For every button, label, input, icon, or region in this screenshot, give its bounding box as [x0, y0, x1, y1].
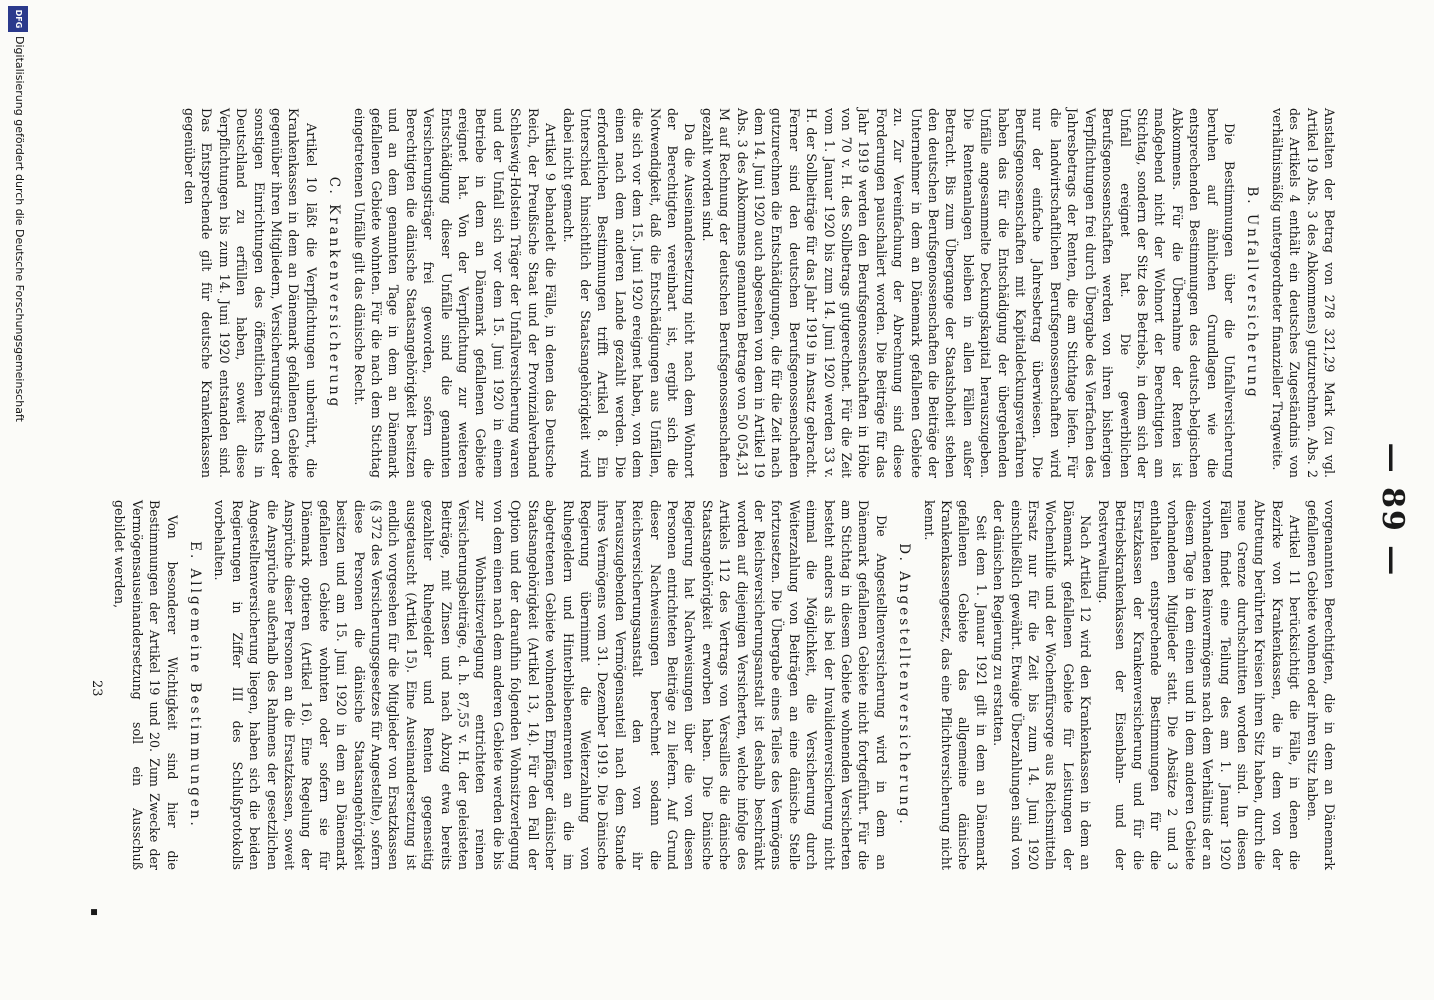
- left-text-column: [181, 108, 1338, 478]
- digitization-credit: Digitalisierung gefördert durch die Deutsche Forschungsgemeinschaft: [13, 36, 26, 422]
- right-paragraph: Seit dem 1. Januar 1921 gilt in dem an Dänemark gefallenen Gebiete das allgemeine dänische Krankenkassengesetz, das eine Pflichtversicherung nicht kennt.: [921, 500, 989, 870]
- section-d-heading: D. Angestelltenversicherung.: [896, 543, 913, 827]
- digitization-footer: [6, 0, 32, 1000]
- section-e-heading: E. Allgemeine Bestimmungen.: [187, 541, 203, 829]
- right-paragraph: Nach Artikel 12 wird den Krankenkassen in dem an Dänemark gefallenen Gebiete für Leistungen der Wochenhilfe und der Wochenfürsorge aus Reichsmitteln Ersatz nur für die Zeit bis zum 14. Juni 1920 einschließlich gewährt. Etwaige Überzahlungen sind von der dänischen Regierung zu erstatten.: [991, 500, 1094, 870]
- section-b-heading: B. Unfallversicherung: [1244, 186, 1261, 400]
- corner-mark: ▪: [88, 908, 102, 917]
- page-header-marker: — 89 —: [1375, 442, 1410, 578]
- section-b-paragraph: Die Bestimmungen über die Unfallversicherung beruhen auf ähnlichen Grundlagen wie die entsprechenden Bestimmungen des deutsch-belgischen Abkommens. Für die Übernahme der Renten ist maßgebend nicht der Wohnort der Berechtigten am Stichtag, sondern der Sitz des Betriebs, in dem sich der Unfall ereignet hat. Die gewerblichen Berufsgenossenschaften werden von ihren bisherigen Verpflichtungen frei durch Übergabe des Vierfachen des Jahresbetrags der Renten, die am Stichtage liefen. Für die landwirtschaftlichen Berufsgenossenschaften wird nur der einfache Jahresbetrag überwiesen. Die Berufsgenossenschaften mit Kapitaldeckungsverfahren haben das für die Entschädigung der übergehenden Unfälle angesammelte Deckungskapital herauszugeben. Die Rentenanlagen bleiben in allen Fällen außer Betracht. Bis zum Übergange der Staatshoheit stehen den deutschen Berufsgenossenschaften die Beiträge der Unternehmer in dem an Dänemark gefallenen Gebiete zu. Zur Vereinfachung der Abrechnung sind diese Forderungen pauschaliert worden. Die Beiträge für das Jahr 1919 werden den Berufsgenossenschaften in Höhe von 70 v. H. des Sollbetrags gutgerechnet. Für die Zeit vom 1. Januar 1920 bis zum 14. Juni 1920 werden 33 v. H. der Sollbeiträge für das Jahr 1919 in Ansatz gebracht. Ferner sind den deutschen Berufsgenossenschaften gutzurechnen die Entschädigungen, die für die Zeit nach dem 14. Juni 1920 auch abgesehen von dem in Artikel 19 Abs. 3 des Abkommens genannten Betrage von 50 054,31 M auf Rechnung der deutschen Berufsgenossenschaften gezahlt worden sind.: [699, 108, 1237, 478]
- dfg-logo-icon: DFG: [8, 6, 28, 32]
- section-c-heading: C. Krankenversicherung: [326, 176, 343, 410]
- page-number: 23: [89, 680, 104, 697]
- left-intro-paragraph: Anstalten der Betrag von 278 321,29 Mark (zu vgl. Artikel 19 Abs. 3 des Abkommens) gutzurechnen. Abs. 2 des Artikels 4 enthält ein deutsches Zugeständnis von verhältnismäßig untergeordneter finanzieller Tragweite.: [1269, 108, 1337, 478]
- right-paragraph: Artikel 11 berücksichtigt die Fälle, in denen die Bezirke von Krankenkassen, die in dem von der Abtretung berührten Kreisen ihren Sitz haben, durch die neue Grenze durchschnitten worden sind. In diesen Fällen findet eine Teilung des am 1. Januar 1920 vorhandenen Reinvermögens nach dem Verhältnis der an diesem Tage in dem einen und in dem anderen Gebiete vorhandenen Mitglieder statt. Die Absätze 2 und 3 enthalten entsprechende Bestimmungen für die Ersatzkassen der Krankenversicherung und für die Betriebskrankenkassen der Eisenbahn- und der Postverwaltung.: [1095, 500, 1303, 870]
- section-c-paragraph: Artikel 10 läßt die Verpflichtungen unberührt, die Krankenkassen in dem an Dänemark gefallenen Gebiete gegenüber ihren Mitgliedern, Versicherungsträgern oder sonstigen Einrichtungen des öffentlichen Rechts in Deutschland zu erfüllen haben, soweit diese Verpflichtungen bis zum 14. Juni 1920 entstanden sind. Das Entsprechende gilt für deutsche Krankenkassen gegenüber den: [182, 108, 319, 478]
- section-d-paragraph: Die Angestelltenversicherung wird in dem an Dänemark gefallenen Gebiete nicht fortgeführt. Für die am Stichtag in diesem Gebiete wohnenden Versicherten besteht anders als bei der Invalidenversicherung nicht einmal die Möglichkeit, die Versicherung durch Weiterzahlung von Beiträgen an eine dänische Stelle fortzusetzen. Die Übergabe eines Teiles des Vermögens der Reichsversicherungsanstalt ist deshalb beschränkt worden auf diejenigen Versicherten, welche infolge des Artikels 112 des Vertrags von Versailles die dänische Staatsangehörigkeit erworben haben. Die Dänische Regierung hat Nachweisungen über die von diesen Personen entrichteten Beiträge zu liefern. Auf Grund dieser Nachweisungen berechnet sodann die Reichsversicherungsanstalt den von ihr herauszugebenden Vermögensanteil nach dem Stande ihres Vermögens vom 31. Dezember 1919. Die Dänische Regierung übernimmt die Weiterzahlung von Ruhegeldern und Hinterbliebenenrenten an die im abgetretenen Gebiete wohnenden Empfänger dänischer Staatsangehörigkeit (Artikel 13, 14). Für den Fall der Option und der daraufhin folgenden Wohnsitzverlegung von dem einen nach dem anderen Gebiete werden die bis zur Wohnsitzverlegung entrichteten reinen Versicherungsbeiträge, d. h. 87,55 v. H. der geleisteten Beiträge, mit Zinsen und nach Abzug etwa bereits gezahlter Ruhegelder und Renten gegenseitig ausgetauscht (Artikel 15). Eine Auseinandersetzung ist endlich vorgesehen für die Mitglieder von Ersatzkassen (§ 372 des Versicherungsgesetzes für Angestellte), sofern diese Personen die dänische Staatsangehörigkeit besitzen und am 15. Juni 1920 in dem an Dänemark gefallenen Gebiete wohnten oder sofern sie für Dänemark optieren (Artikel 16). Eine Regelung der Ansprüche dieser Personen an die Ersatzkassen, soweit die Ansprüche außerhalb des Rahmens der gesetzlichen Angestelltenversicherung liegen, haben sich die beiden Regierungen in Ziffer III des Schlußprotokolls vorbehalten.: [212, 500, 889, 870]
- right-text-column: [111, 500, 1338, 870]
- section-e-paragraph: Von besonderer Wichtigkeit sind hier die Bestimmungen der Artikel 19 und 20. Zum Zwecke der Vermögensauseinandersetzung soll ein Ausschuß gebildet werden,: [112, 500, 180, 870]
- section-b-paragraph: Da die Auseinandersetzung nicht nach dem Wohnort der Berechtigten vereinbart ist, ergibt sich die Notwendigkeit, daß die Entschädigungen aus Unfällen, die sich vor dem 15. Juni 1920 ereignet haben, von dem einen nach dem anderen Lande gezahlt werden. Die erforderlichen Bestimmungen trifft Artikel 8. Ein Unterschied hinsichtlich der Staatsangehörigkeit wird dabei nicht gemacht.: [560, 108, 698, 478]
- section-b-paragraph: Artikel 9 behandelt die Fälle, in denen das Deutsche Reich, der Preußische Staat und der Provinzialverband Schleswig-Holstein Träger der Unfallversicherung waren und der Unfall sich vor dem 15. Juni 1920 in einem Betriebe in dem an Dänemark gefallenen Gebiete ereignet hat. Von der Verpflichtung zur weiteren Entschädigung dieser Unfälle sind die genannten Versicherungsträger frei geworden, sofern die Berechtigten die dänische Staatsangehörigkeit besitzen und an dem genannten Tage in dem an Dänemark gefallenen Gebiete wohnten. Für die nach dem Stichtag eingetretenen Unfälle gilt das dänische Recht.: [351, 108, 559, 478]
- right-intro-paragraph: vorgenannten Berechtigten, die in dem an Dänemark gefallenen Gebiete wohnen oder ihren Sitz haben.: [1304, 500, 1337, 870]
